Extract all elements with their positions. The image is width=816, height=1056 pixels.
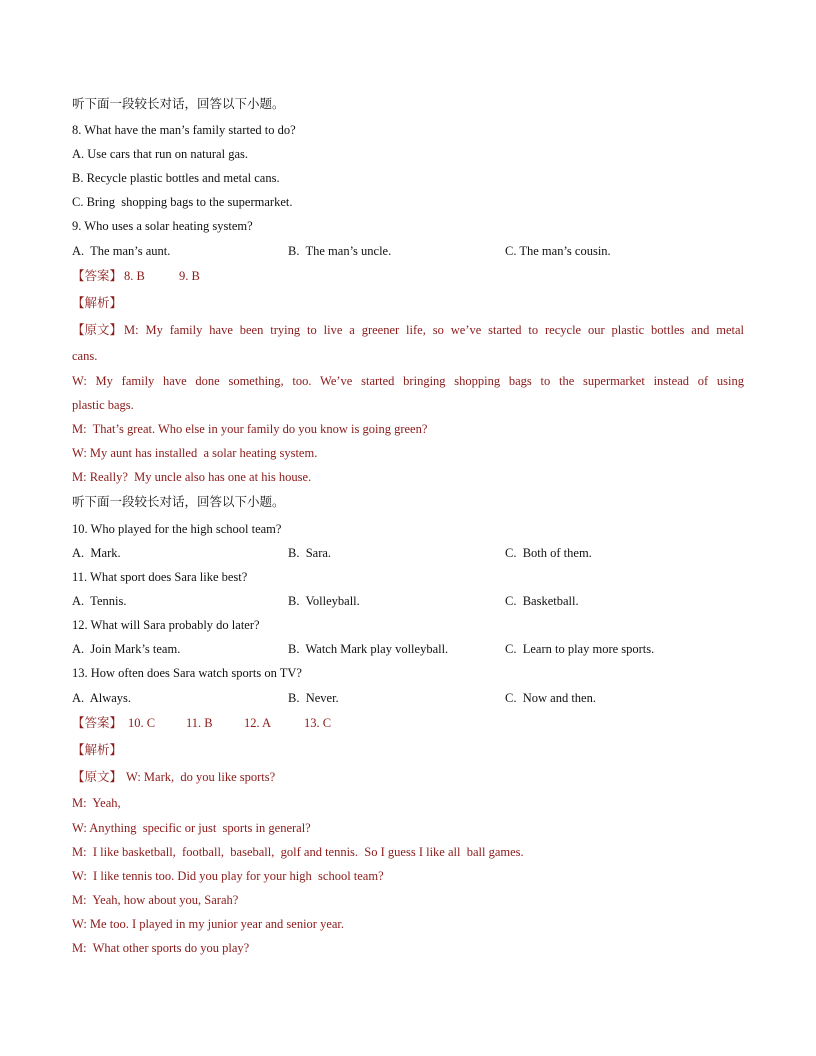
q13-option-b: B. Never. xyxy=(288,691,339,705)
q10-option-c: C. Both of them. xyxy=(505,546,592,560)
q10-options xyxy=(72,545,752,561)
answer-12: 12. A xyxy=(244,716,272,730)
analysis-tag: 【解析】 xyxy=(72,743,123,757)
question-13: 13. How often does Sara watch sports on TV? xyxy=(72,666,302,680)
transcript-line: W: Me too. I played in my junior year and senior year. xyxy=(72,917,345,931)
section1-instruction: 听下面一段较长对话，回答以下小题。 xyxy=(72,97,285,111)
answer-10: 10. C xyxy=(128,716,156,730)
q11-option-c: C. Basketball. xyxy=(505,594,579,608)
question-10: 10. Who played for the high school team? xyxy=(72,522,282,536)
answer-tag: 【答案】 xyxy=(72,716,123,730)
transcript-line-1 xyxy=(72,322,752,338)
q13-options xyxy=(72,690,752,706)
transcript-line: M: Really? My uncle also has one at his house. xyxy=(72,470,312,484)
q13-option-a: A. Always. xyxy=(72,691,132,705)
section2-instruction: 听下面一段较长对话，回答以下小题。 xyxy=(72,495,285,509)
q10-option-b: B. Sara. xyxy=(288,546,332,560)
q12-option-c: C. Learn to play more sports. xyxy=(505,642,655,656)
answer-9: 9. B xyxy=(179,269,200,283)
q11-option-a: A. Tennis. xyxy=(72,594,127,608)
q12-option-a: A. Join Mark’s team. xyxy=(72,642,181,656)
transcript-line: W: I like tennis too. Did you play for your high school team? xyxy=(72,869,384,883)
answer-line-2 xyxy=(72,715,752,731)
q8-option-a: A. Use cars that run on natural gas. xyxy=(72,147,248,161)
transcript-line-1 xyxy=(72,769,752,785)
q12-options xyxy=(72,641,752,657)
q11-option-b: B. Volleyball. xyxy=(288,594,360,608)
original-text-tag: 【原文】 xyxy=(72,770,123,784)
transcript-line: W: My aunt has installed a solar heating system. xyxy=(72,446,318,460)
answer-8: 8. B xyxy=(124,269,145,283)
q9-options xyxy=(72,243,752,259)
transcript-line: M: That’s great. Who else in your family do you know is going green? xyxy=(72,422,428,436)
question-11: 11. What sport does Sara like best? xyxy=(72,570,248,584)
transcript-line: M: What other sports do you play? xyxy=(72,941,250,955)
answer-13: 13. C xyxy=(304,716,332,730)
q9-option-c: C. The man’s cousin. xyxy=(505,244,611,258)
analysis-tag: 【解析】 xyxy=(72,296,123,310)
transcript-line: M: Yeah, how about you, Sarah? xyxy=(72,893,239,907)
answer-tag: 【答案】 xyxy=(72,269,123,283)
q13-option-c: C. Now and then. xyxy=(505,691,596,705)
answer-11: 11. B xyxy=(186,716,213,730)
q11-options xyxy=(72,593,752,609)
transcript-text: W: Mark, do you like sports? xyxy=(126,770,276,784)
q8-option-b: B. Recycle plastic bottles and metal cans. xyxy=(72,171,280,185)
original-text-tag: 【原文】 xyxy=(72,323,123,337)
transcript-line: W: My family have done something, too. We’ve started bringing shopping bags to the supermarket instead of using xyxy=(72,374,744,388)
answer-line-1 xyxy=(72,268,752,284)
question-12: 12. What will Sara probably do later? xyxy=(72,618,260,632)
question-8: 8. What have the man’s family started to do? xyxy=(72,123,296,137)
q12-option-b: B. Watch Mark play volleyball. xyxy=(288,642,449,656)
q9-option-a: A. The man’s aunt. xyxy=(72,244,171,258)
transcript-line: W: Anything specific or just sports in general? xyxy=(72,821,311,835)
question-9: 9. Who uses a solar heating system? xyxy=(72,219,253,233)
q10-option-a: A. Mark. xyxy=(72,546,121,560)
transcript-text: M: My family have been trying to live a greener life, so we’ve started to recycle our plastic bottles and metal xyxy=(124,323,744,337)
q9-option-b: B. The man’s uncle. xyxy=(288,244,392,258)
transcript-line: M: Yeah, xyxy=(72,796,121,810)
transcript-line: plastic bags. xyxy=(72,398,134,412)
q8-option-c: C. Bring shopping bags to the supermarket. xyxy=(72,195,293,209)
transcript-line: cans. xyxy=(72,349,98,363)
transcript-line: M: I like basketball, football, baseball, golf and tennis. So I guess I like all ball games. xyxy=(72,845,524,859)
